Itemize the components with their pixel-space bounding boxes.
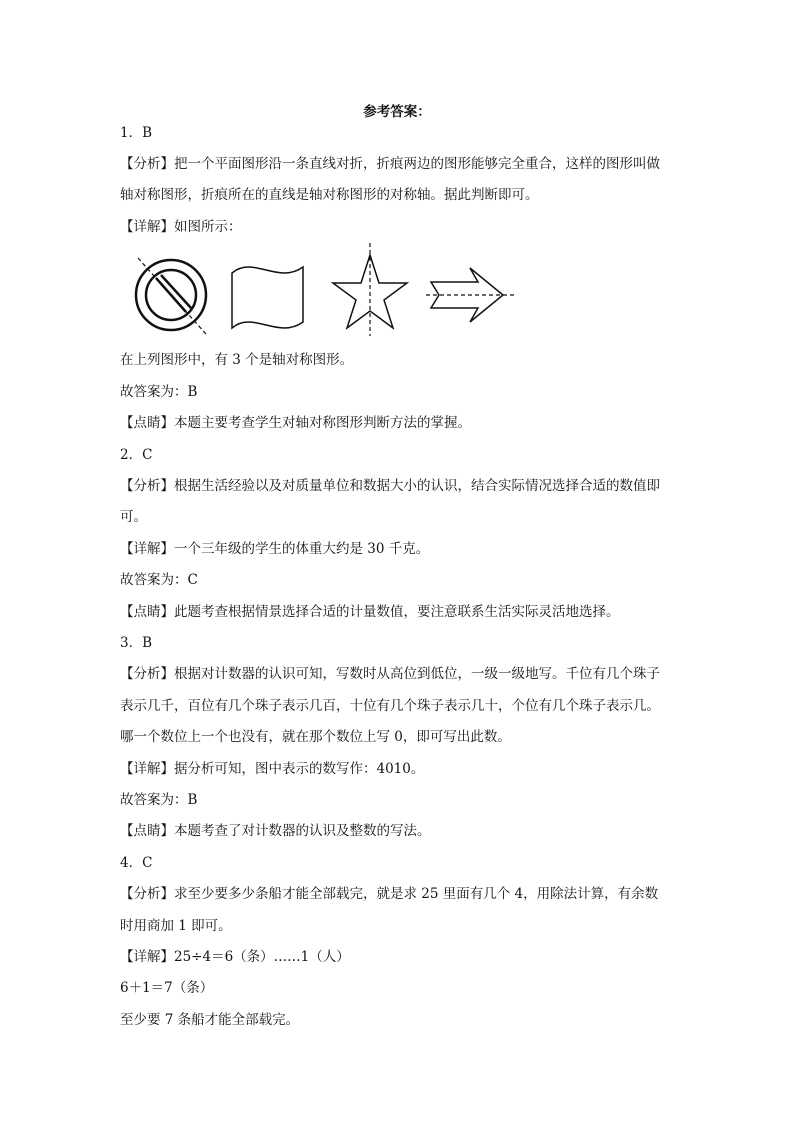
page-title: 参考答案： — [363, 104, 431, 120]
symmetry-figures — [128, 240, 528, 340]
answer-2-comment: 【点睛】此题考查根据情景选择合适的计量数值，要注意联系生活实际灵活地选择。 — [120, 604, 620, 620]
answer-3-analysis-cont: 表示几千，百位有几个珠子表示几百，十位有几个珠子表示几十，个位有几个珠子表示几。 — [120, 698, 660, 714]
answer-4-analysis-cont: 时用商加 1 即可。 — [120, 918, 232, 934]
arrow-figure — [426, 268, 516, 322]
answer-3-analysis: 【分析】根据对计数器的认识可知，写数时从高位到低位，一级一级地写。千位有几个珠子 — [120, 666, 660, 682]
answer-2-result: 故答案为：C — [120, 572, 198, 588]
answer-3-comment: 【点睛】本题考查了对计数器的认识及整数的写法。 — [120, 823, 431, 839]
answer-1-analysis-cont: 轴对称图形，折痕所在的直线是轴对称图形的对称轴。据此判断即可。 — [120, 187, 539, 203]
answer-1-comment: 【点睛】本题主要考查学生对轴对称图形判断方法的掌握。 — [120, 415, 471, 431]
answer-1-analysis: 【分析】把一个平面图形沿一条直线对折，折痕两边的图形能够完全重合，这样的图形叫做 — [120, 156, 660, 172]
answer-4-detail-cont: 6＋1＝7（条） — [120, 980, 214, 996]
answer-1-conclusion: 在上列图形中，有 3 个是轴对称图形。 — [120, 352, 354, 368]
answer-3-heading: 3．B — [120, 635, 153, 651]
answer-1-heading: 1．B — [120, 125, 153, 141]
answer-3-analysis-cont-2: 哪一个数位上一个也没有，就在那个数位上写 0，即可写出此数。 — [120, 729, 511, 745]
answer-4-analysis: 【分析】求至少要多少条船才能全部载完，就是求 25 里面有几个 4，用除法计算，有余数 — [120, 886, 659, 902]
answer-1-detail: 【详解】如图所示： — [120, 219, 242, 235]
answer-2-heading: 2．C — [120, 447, 153, 463]
answer-4-heading: 4．C — [120, 855, 153, 871]
star-figure — [333, 243, 407, 336]
wavy-flag-figure — [232, 267, 303, 328]
answer-3-result: 故答案为：B — [120, 792, 198, 808]
answer-3-detail: 【详解】据分析可知，图中表示的数写作：4010。 — [120, 761, 425, 777]
answer-2-analysis-cont: 可。 — [120, 509, 147, 525]
prohibition-sign-figure — [136, 258, 206, 334]
answer-4-conclusion: 至少要 7 条船才能全部载完。 — [120, 1012, 300, 1028]
answer-2-detail: 【详解】一个三年级的学生的体重大约是 30 千克。 — [120, 541, 430, 557]
answer-2-analysis: 【分析】根据生活经验以及对质量单位和数据大小的认识，结合实际情况选择合适的数值即 — [120, 478, 660, 494]
answer-4-detail: 【详解】25÷4＝6（条）……1（人） — [120, 949, 350, 965]
answer-1-result: 故答案为：B — [120, 384, 198, 400]
